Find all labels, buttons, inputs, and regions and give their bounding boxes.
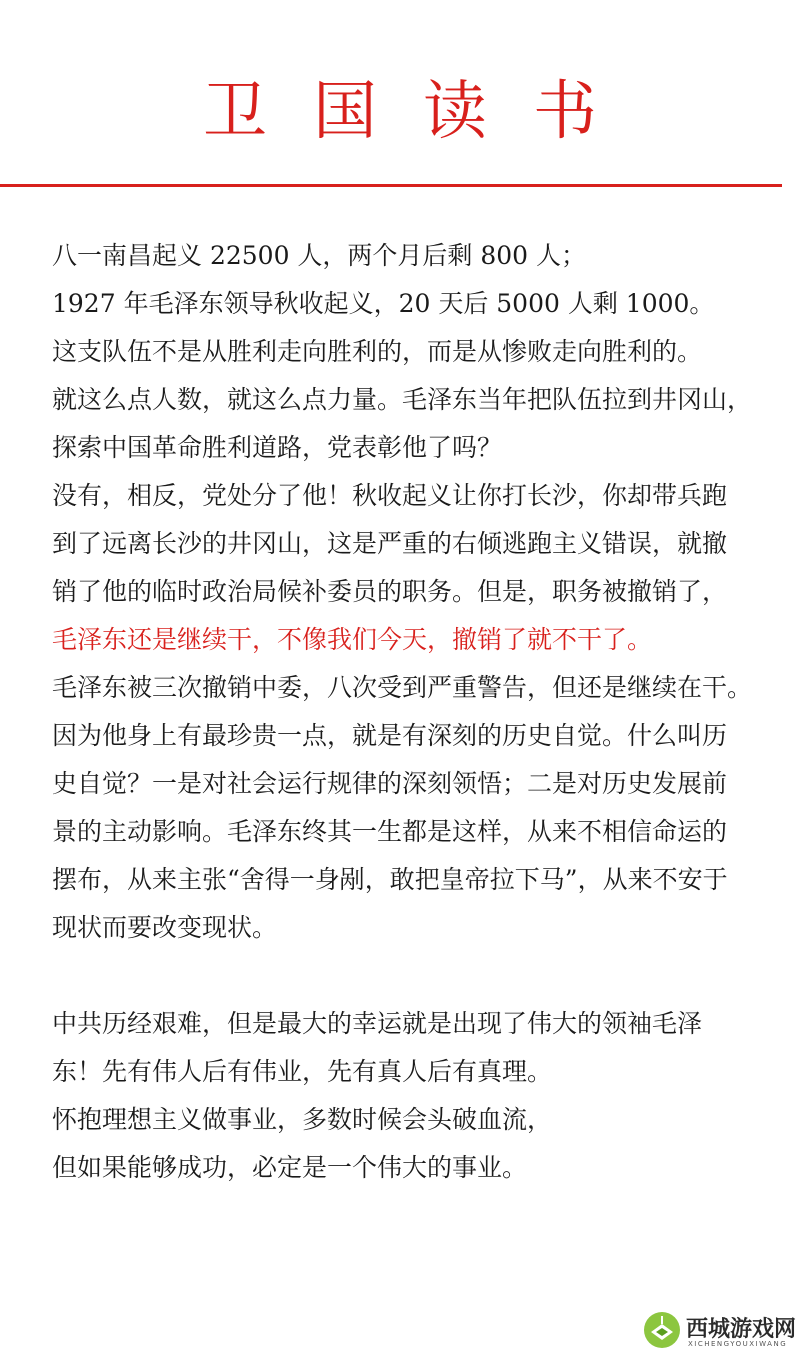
page-title: 卫国读书 [203, 75, 643, 149]
article-line-4: 就这么点人数，就这么点力量。毛泽东当年把队伍拉到井冈山， [52, 385, 753, 414]
article-line-17: 东！先有伟人后有伟业，先有真人后有真理。 [52, 1057, 553, 1086]
article-line-5: 探索中国革命胜利道路，党表彰他了吗？ [52, 433, 503, 462]
article-line-2: 1927 年毛泽东领导秋收起义，20 天后 5000 人剩 1000。 [52, 289, 715, 318]
article-line-10: 毛泽东被三次撤销中委，八次受到严重警告，但还是继续在干。 [52, 673, 753, 702]
article-line-15: 现状而要改变现状。 [52, 913, 278, 942]
article-line-11: 因为他身上有最珍贵一点，就是有深刻的历史自觉。什么叫历 [52, 721, 728, 750]
article-line-highlighted: 毛泽东还是继续干，不像我们今天，撤销了就不干了。 [52, 625, 653, 654]
game-controller-logo-icon [642, 1310, 682, 1350]
article-line-13: 景的主动影响。毛泽东终其一生都是这样，从来不相信命运的 [52, 817, 728, 846]
article-line-12: 史自觉？一是对社会运行规律的深刻领悟；二是对历史发展前 [52, 769, 728, 798]
article-line-14: 摆布，从来主张“舍得一身剐，敢把皇帝拉下马”，从来不安于 [52, 865, 728, 894]
watermark-subtitle: XICHENGYOUXIWANG [688, 1340, 788, 1348]
article-line-7: 到了远离长沙的井冈山，这是严重的右倾逃跑主义错误，就撤 [52, 529, 728, 558]
watermark-name: 西城游戏网 [686, 1317, 797, 1342]
article-line-1: 八一南昌起义 22500 人，两个月后剩 800 人； [52, 241, 587, 270]
title-divider [0, 184, 782, 187]
paragraph-gap [52, 952, 752, 1000]
article-line-16: 中共历经艰难，但是最大的幸运就是出现了伟大的领袖毛泽 [52, 1009, 703, 1038]
article-line-19: 但如果能够成功，必定是一个伟大的事业。 [52, 1153, 528, 1182]
article-line-8: 销了他的临时政治局候补委员的职务。但是，职务被撤销了， [52, 577, 728, 606]
site-watermark [632, 1306, 800, 1356]
article-line-18: 怀抱理想主义做事业，多数时候会头破血流， [52, 1105, 553, 1134]
article-line-3: 这支队伍不是从胜利走向胜利的，而是从惨败走向胜利的。 [52, 337, 703, 366]
article-line-6: 没有，相反，党处分了他！秋收起义让你打长沙，你却带兵跑 [52, 481, 728, 510]
article-body [52, 232, 752, 1192]
